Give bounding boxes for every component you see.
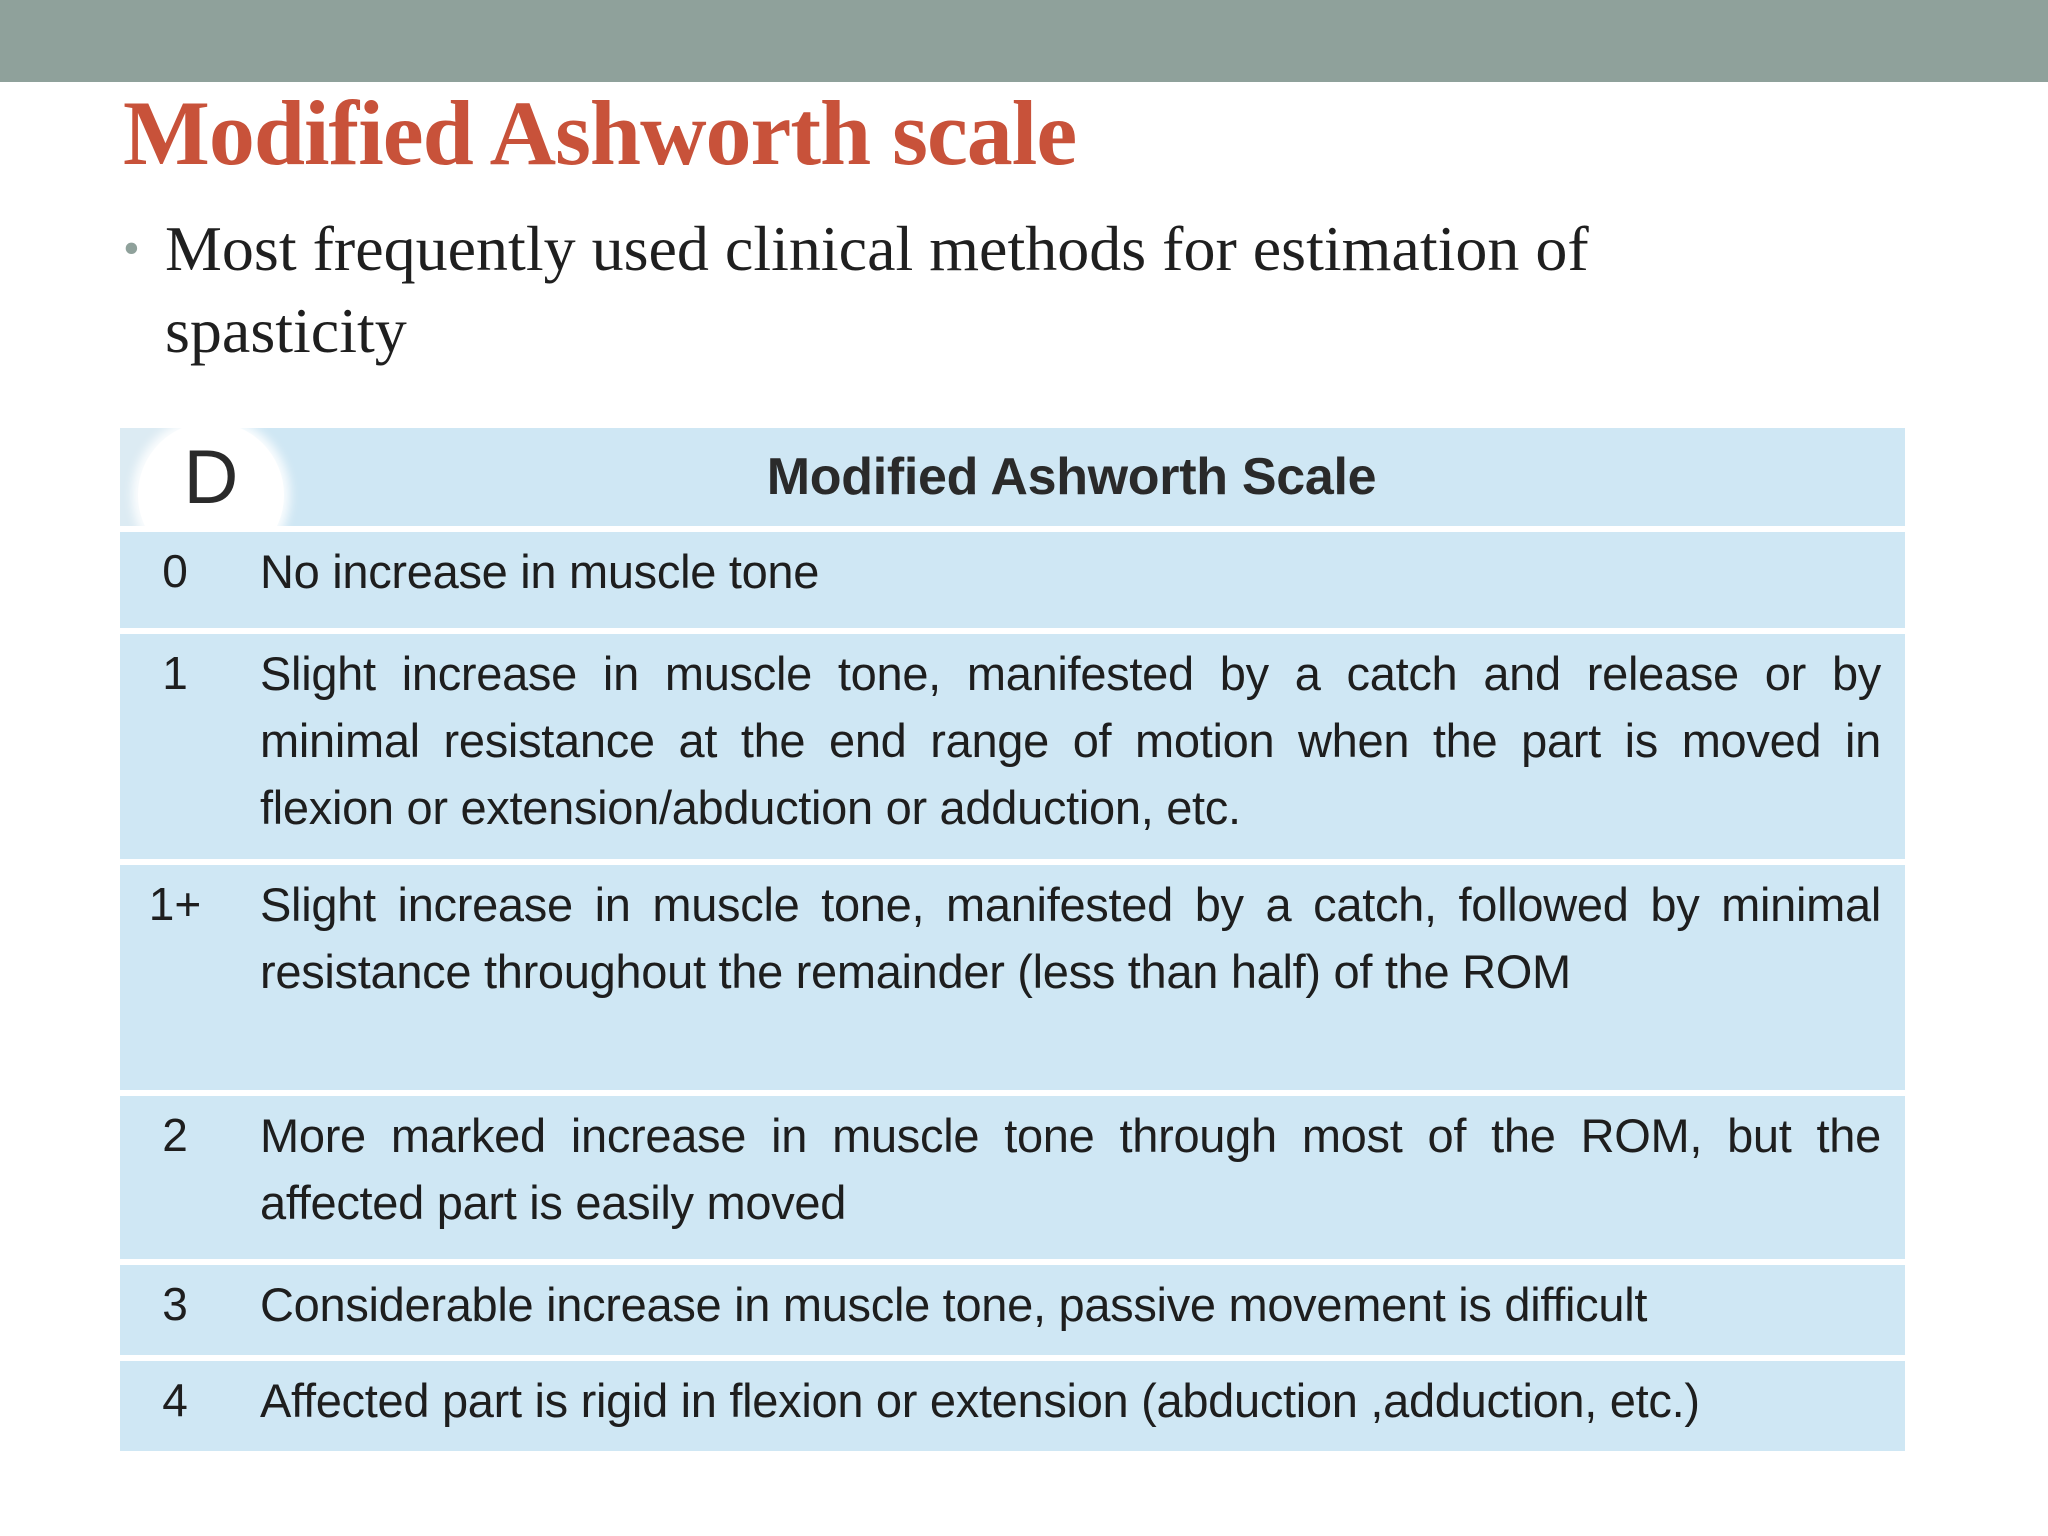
bullet-text: Most frequently used clinical methods for estimation of spasticity <box>165 213 1589 366</box>
bullet-dot-icon: • <box>123 222 140 275</box>
description-cell: Affected part is rigid in flexion or extension (abduction ,adduction, etc.) <box>238 1361 1905 1451</box>
description-cell: More marked increase in muscle tone through most of the ROM, but the affected part is easily moved <box>238 1096 1905 1259</box>
table-row <box>120 532 1905 628</box>
grade-cell: 1 <box>120 634 230 859</box>
description-cell: Slight increase in muscle tone, manifested by a catch, followed by minimal resistance throughout the remainder (less than half) of the ROM <box>238 865 1905 1090</box>
grade-cell: 2 <box>120 1096 230 1259</box>
description-cell: No increase in muscle tone <box>238 532 1905 628</box>
table-row <box>120 865 1905 1090</box>
panel-label: D <box>183 435 239 520</box>
table-row <box>120 634 1905 859</box>
table-row <box>120 1096 1905 1259</box>
table-row <box>120 1265 1905 1355</box>
grade-cell: 3 <box>120 1265 230 1355</box>
top-accent-bar <box>0 0 2048 82</box>
table-header-row <box>120 428 1905 526</box>
grade-cell: 1+ <box>120 865 230 1090</box>
description-cell: Considerable increase in muscle tone, passive movement is difficult <box>238 1265 1905 1355</box>
grade-cell: 0 <box>120 532 230 628</box>
modified-ashworth-table <box>120 428 1905 1451</box>
table-header-title: Modified Ashworth Scale <box>238 428 1905 526</box>
description-cell: Slight increase in muscle tone, manifested by a catch and release or by minimal resistance at the end range of motion when the part is moved in flexion or extension/abduction or adduction, etc. <box>238 634 1905 859</box>
table-row <box>120 1361 1905 1451</box>
grade-cell: 4 <box>120 1361 230 1451</box>
bullet-item <box>123 208 1723 372</box>
slide-title: Modified Ashworth scale <box>123 82 1077 184</box>
